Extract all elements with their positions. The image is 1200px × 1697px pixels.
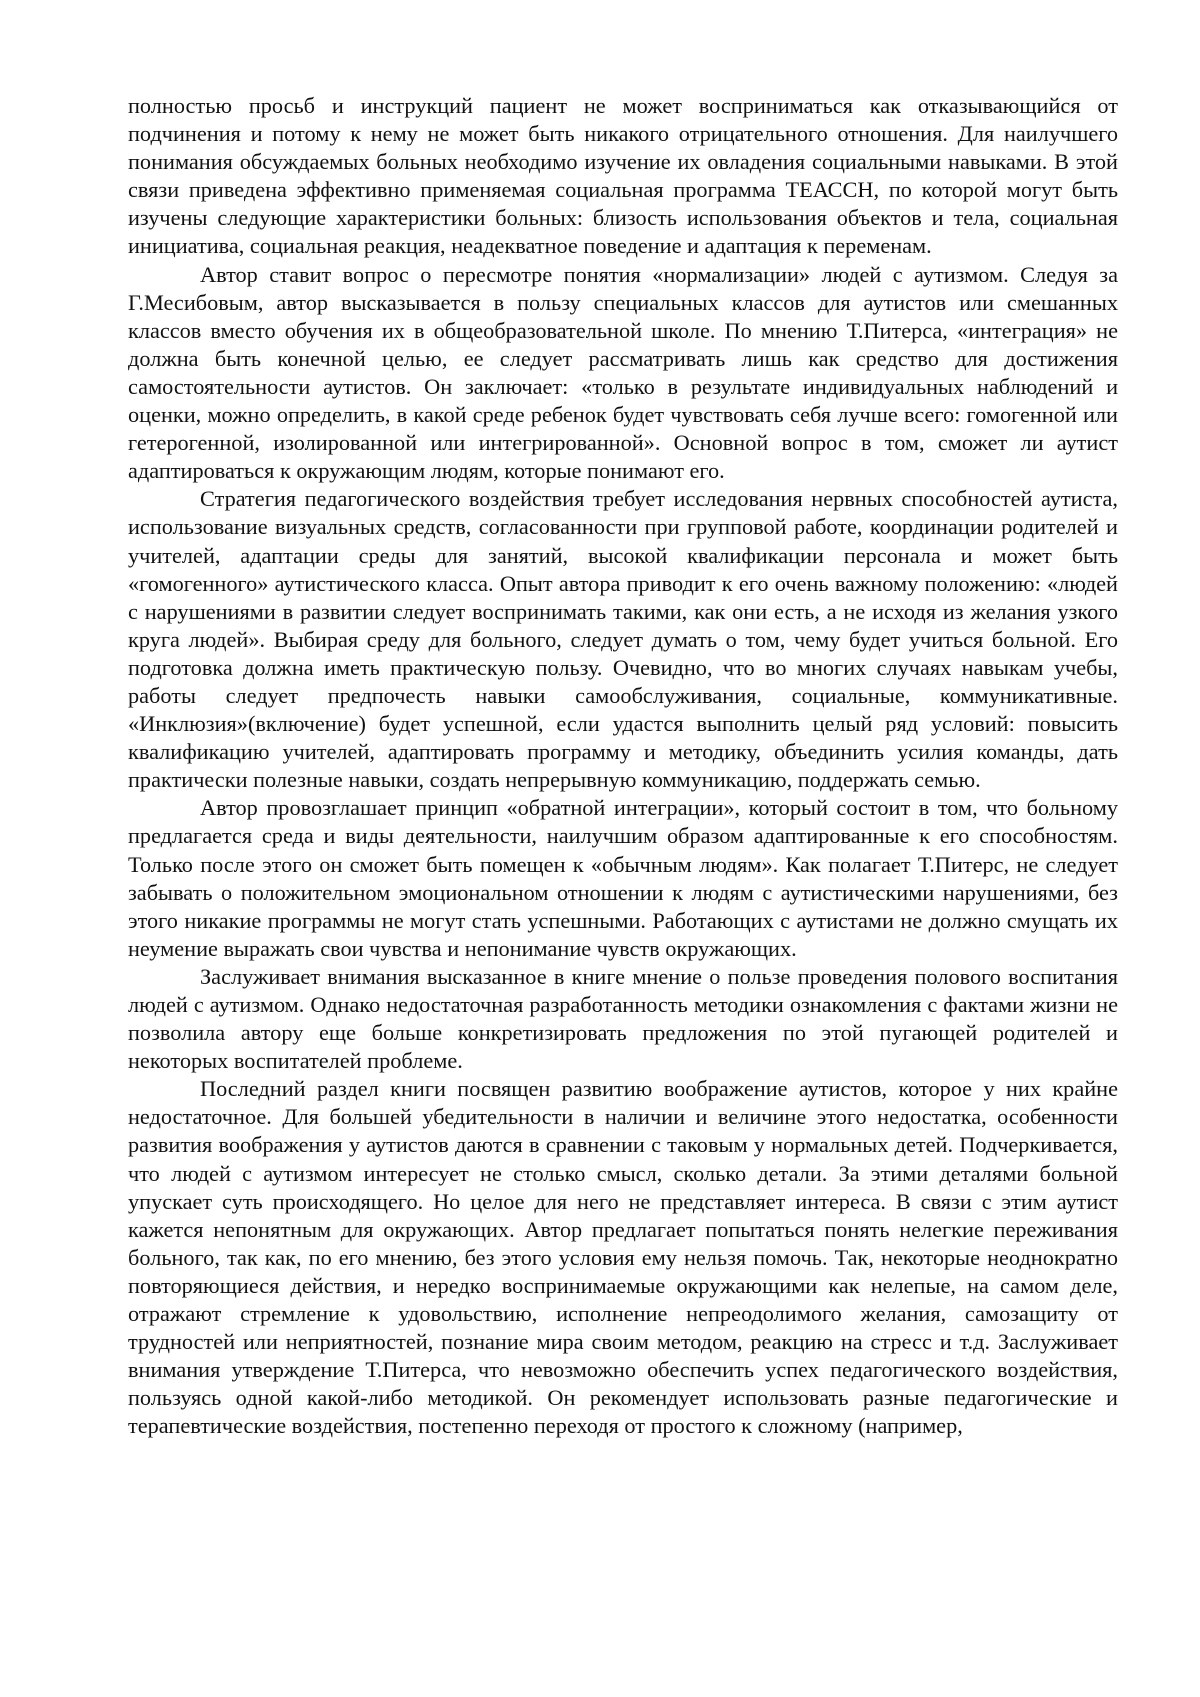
paragraph-5: Заслуживает внимания высказанное в книге мнение о пользе проведения полового воспитания людей с аутизмом. Однако недостаточная разработанность методики ознакомления с фактами жизни не позволила автору еще больше конкретизировать предложения по этой пугающей родителей и некоторых воспитателей проблеме.: [128, 963, 1118, 1074]
paragraph-1: полностью просьб и инструкций пациент не может восприниматься как отказывающийся от подчинения и потому к нему не может быть никакого отрицательного отношения. Для наилучшего понимания обсуждаемых больных необходимо изучение их овладения социальными навыками. В этой связи приведена эффективно применяемая социальная программа ТЕАССН, по которой могут быть изучены следующие характеристики больных: близость использования объектов и тела, социальная инициатива, социальная реакция, неадекватное поведение и адаптация к переменам.: [128, 93, 1118, 259]
paragraph-4: Автор провозглашает принцип «обратной интеграции», который состоит в том, что больному предлагается среда и виды деятельности, наилучшим образом адаптированные к его способностям. Только после этого он сможет быть помещен к «обычным людям». Как полагает Т.Питерс, не следует забывать о положительном эмоциональном отношении к людям с аутистическими нарушениями, без этого никакие программы не могут стать успешными. Работающих с аутистами не должно смущать их неумение выражать свои чувства и непонимание чувств окружающих.: [128, 795, 1118, 961]
paragraph-6: Последний раздел книги посвящен развитию воображение аутистов, которое у них крайне недостаточное. Для большей убедительности в наличии и величине этого недостатка, особенности развития воображения у аутистов даются в сравнении с таковым у нормальных детей. Подчеркивается, что людей с аутизмом интересует не столько смысл, сколько детали. За этими деталями больной упускает суть происходящего. Но целое для него не представляет интереса. В связи с этим аутист кажется непонятным для окружающих. Автор предлагает попытаться понять нелегкие переживания больного, так как, по его мнению, без этого условия ему нельзя помочь. Так, некоторые неоднократно повторяющиеся действия, и нередко воспринимаемые окружающими как нелепые, на самом деле, отражают стремление к удовольствию, исполнение непреодолимого желания, самозащиту от трудностей или неприятностей, познание мира своим методом, реакцию на стресс и т.д. Заслуживает внимания утверждение Т.Питерса, что невозможно обеспечить успех педагогического воздействия, пользуясь одной какой-либо методикой. Он рекомендует использовать разные педагогические и терапевтические воздействия, постепенно переходя от простого к сложному (например,: [128, 1076, 1118, 1439]
paragraph-2: Автор ставит вопрос о пересмотре понятия «нормализации» людей с аутизмом. Следуя за Г.Месибовым, автор высказывается в пользу специальных классов для аутистов или смешанных классов вместо обучения их в общеобразовательной школе. По мнению Т.Питерса, «интеграция» не должна быть конечной целью, ее следует рассматривать лишь как средство для достижения самостоятельности аутистов. Он заключает: «только в результате индивидуальных наблюдений и оценки, можно определить, в какой среде ребенок будет чувствовать себя лучше всего: гомогенной или гетерогенной, изолированной или интегрированной». Основной вопрос в том, сможет ли аутист адаптироваться к окружающим людям, которые понимают его.: [128, 261, 1118, 484]
document-body: [128, 92, 1118, 1441]
paragraph-3: Стратегия педагогического воздействия требует исследования нервных способностей аутиста, использование визуальных средств, согласованности при групповой работе, координации родителей и учителей, адаптации среды для занятий, высокой квалификации персонала и может быть «гомогенного» аутистического класса. Опыт автора приводит к его очень важному положению: «людей с нарушениями в развитии следует воспринимать такими, как они есть, а не исходя из желания узкого круга людей». Выбирая среду для больного, следует думать о том, чему будет учиться больной. Его подготовка должна иметь практическую пользу. Очевидно, что во многих случаях навыкам учебы, работы следует предпочесть навыки самообслуживания, социальные, коммуникативные. «Инклюзия»(включение) будет успешной, если удастся выполнить целый ряд условий: повысить квалификацию учителей, адаптировать программу и методику, объединить усилия команды, дать практически полезные навыки, создать непрерывную коммуникацию, поддержать семью.: [128, 486, 1118, 793]
